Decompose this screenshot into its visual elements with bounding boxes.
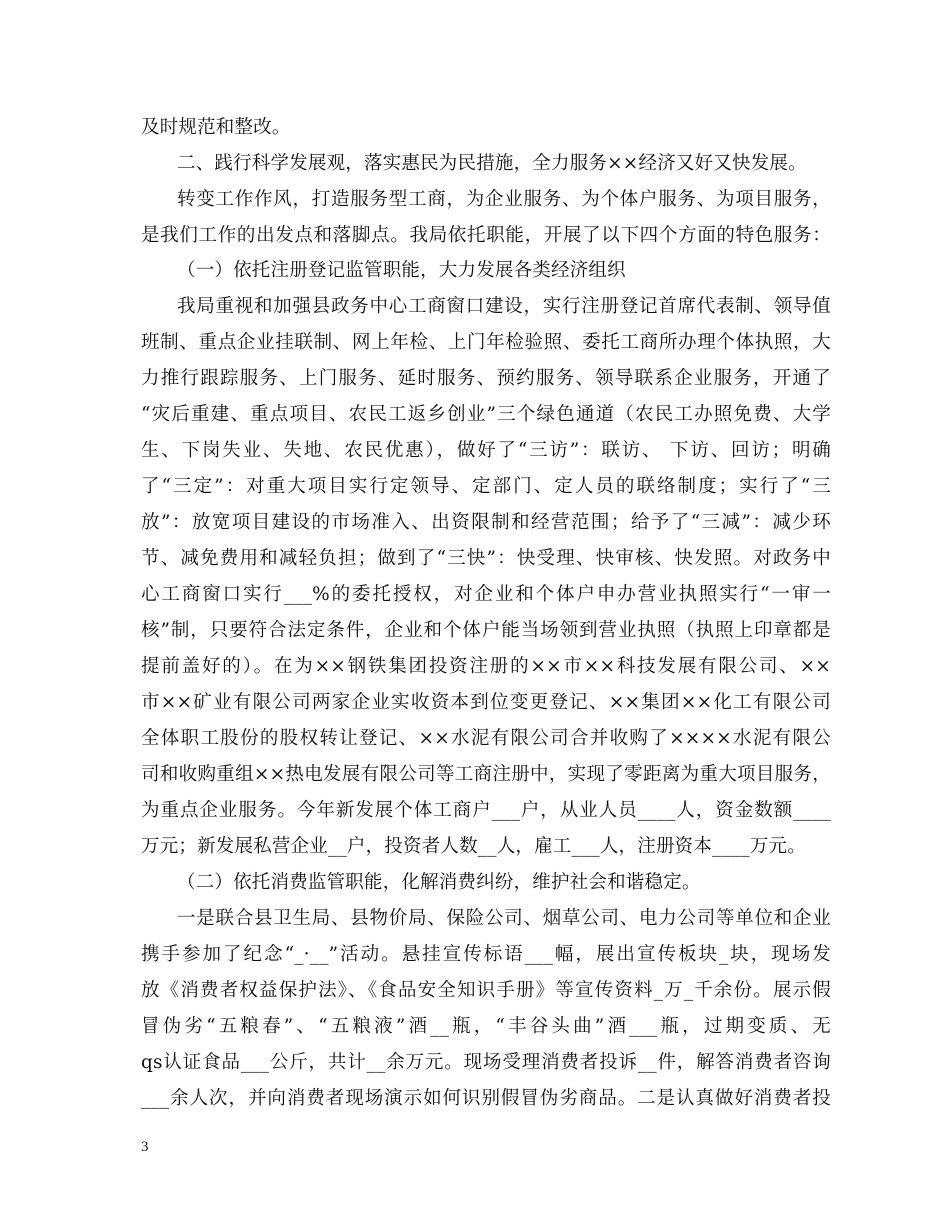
text-line: 全体职工股份的股权转让登记、××水泥有限公司合并收购了××××水泥有限公 (141, 728, 831, 749)
text-line: 心工商窗口实行___%的委托授权，对企业和个体户申办营业执照实行“一审一 (141, 584, 831, 605)
text-line: 生、下岗失业、失地、农民优惠），做好了“三访”：联访、 下访、回访；明确 (141, 440, 831, 461)
text-line: 了“三定”：对重大项目实行定领导、定部门、定人员的联络制度；实行了“三 (141, 476, 831, 497)
text-line: 携手参加了纪念“_·__”活动。悬挂宣传标语___幅，展出宣传板块_块，现场发 (141, 944, 831, 965)
text-line: “灾后重建、重点项目、农民工返乡创业”三个绿色通道（农民工办照免费、大学 (141, 404, 831, 425)
text-line: 转变工作作风，打造服务型工商，为企业服务、为个体户服务、为项目服务， (177, 189, 831, 210)
text-line: 一是联合县卫生局、县物价局、保险公司、烟草公司、电力公司等单位和企业 (177, 908, 831, 929)
text-line: 核”制，只要符合法定条件，企业和个体户能当场领到营业执照（执照上印章都是 (141, 620, 831, 641)
text-line: 我局重视和加强县政务中心工商窗口建设，实行注册登记首席代表制、领导值 (177, 296, 831, 317)
text-line: 放《消费者权益保护法》、《食品安全知识手册》等宣传资料_万_千余份。展示假 (141, 980, 831, 1001)
text-line: 班制、重点企业挂联制、网上年检、上门年检验照、委托工商所办理个体执照，大 (141, 332, 831, 353)
subsection-heading: （一）依托注册登记监管职能，大力发展各类经济组织 (177, 260, 626, 281)
subsection-heading: （二）依托消费监管职能，化解消费纠纷，维护社会和谐稳定。 (177, 872, 701, 893)
text-line: 为重点企业服务。今年新发展个体工商户___户，从业人员____人，资金数额____ (141, 800, 831, 821)
page-number: 3 (141, 1139, 149, 1155)
section-heading: 二、践行科学发展观，落实惠民为民措施，全力服务××经济又好又快发展。 (177, 153, 807, 174)
text-line: 放”：放宽项目建设的市场准入、出资限制和经营范围；给予了“三减”：减少环 (141, 512, 831, 533)
text-line: 司和收购重组××热电发展有限公司等工商注册中，实现了零距离为重大项目服务， (141, 764, 831, 785)
text-line: 市××矿业有限公司两家企业实收资本到位变更登记、××集团××化工有限公司 (141, 692, 831, 713)
text-line: ___余人次，并向消费者现场演示如何识别假冒伪劣商品。二是认真做好消费者投 (141, 1088, 831, 1109)
text-line: 是我们工作的出发点和落脚点。我局依托职能，开展了以下四个方面的特色服务： (141, 225, 831, 246)
text-line: 及时规范和整改。 (141, 117, 291, 138)
text-line: 力推行跟踪服务、上门服务、延时服务、预约服务、领导联系企业服务，开通了 (141, 368, 831, 389)
text-line: 冒伪劣“五粮春”、“五粮液”酒__瓶，“丰谷头曲”酒___瓶，过期变质、无 (141, 1016, 831, 1037)
text-line: 节、减免费用和减轻负担；做到了“三快”：快受理、快审核、快发照。对政务中 (141, 548, 831, 569)
text-line: 提前盖好的）。在为××钢铁集团投资注册的××市××科技发展有限公司、×× (141, 656, 831, 677)
text-line: qs认证食品___公斤，共计__余万元。现场受理消费者投诉__件，解答消费者咨询 (141, 1052, 831, 1073)
text-line: 万元；新发展私营企业__户，投资者人数__人，雇工___人，注册资本____万元。 (141, 836, 806, 857)
